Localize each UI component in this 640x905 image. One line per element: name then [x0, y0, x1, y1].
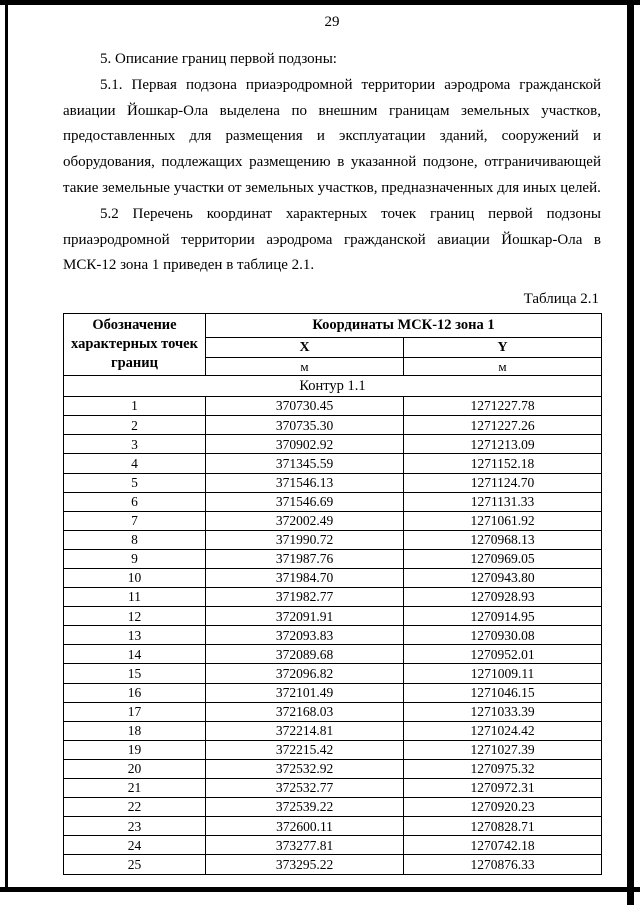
point-number: 21 — [64, 779, 206, 798]
y-value: 1271027.39 — [404, 740, 602, 759]
point-number: 7 — [64, 511, 206, 530]
page-number: 29 — [324, 14, 340, 30]
col-header-designation: Обозначение характерных точек границ — [64, 314, 206, 376]
y-value: 1271131.33 — [404, 492, 602, 511]
y-value: 1270968.13 — [404, 530, 602, 549]
x-value: 370730.45 — [206, 397, 404, 416]
x-value: 372600.11 — [206, 817, 404, 836]
page-border-top — [0, 0, 640, 5]
y-value: 1271033.39 — [404, 702, 602, 721]
point-number: 20 — [64, 759, 206, 778]
point-number: 17 — [64, 702, 206, 721]
page-content — [63, 10, 601, 875]
y-value: 1270930.08 — [404, 626, 602, 645]
col-header-coordinates: Координаты МСК-12 зона 1 — [206, 314, 602, 338]
y-value: 1270920.23 — [404, 798, 602, 817]
table-row — [64, 759, 602, 778]
table-row — [64, 607, 602, 626]
y-value: 1271227.26 — [404, 416, 602, 435]
contour-label: Контур 1.1 — [64, 376, 602, 397]
table-row — [64, 492, 602, 511]
y-value: 1271227.78 — [404, 397, 602, 416]
point-number: 25 — [64, 855, 206, 874]
point-number: 8 — [64, 530, 206, 549]
y-value: 1270914.95 — [404, 607, 602, 626]
point-number: 19 — [64, 740, 206, 759]
x-value: 372532.92 — [206, 759, 404, 778]
point-number: 2 — [64, 416, 206, 435]
table-row — [64, 416, 602, 435]
point-number: 4 — [64, 454, 206, 473]
table-row — [64, 511, 602, 530]
y-value: 1271061.92 — [404, 511, 602, 530]
contour-row — [64, 376, 602, 397]
table-row — [64, 721, 602, 740]
x-value: 372215.42 — [206, 740, 404, 759]
point-number: 9 — [64, 549, 206, 568]
x-value: 372532.77 — [206, 779, 404, 798]
x-value: 371987.76 — [206, 549, 404, 568]
x-value: 372089.68 — [206, 645, 404, 664]
point-number: 23 — [64, 817, 206, 836]
point-number: 5 — [64, 473, 206, 492]
x-value: 371546.13 — [206, 473, 404, 492]
y-value: 1270928.93 — [404, 588, 602, 607]
y-value: 1270969.05 — [404, 549, 602, 568]
coordinates-table — [63, 313, 602, 874]
table-row — [64, 817, 602, 836]
x-value: 373295.22 — [206, 855, 404, 874]
point-number: 6 — [64, 492, 206, 511]
x-value: 372539.22 — [206, 798, 404, 817]
x-value: 370902.92 — [206, 435, 404, 454]
point-number: 11 — [64, 588, 206, 607]
point-number: 18 — [64, 721, 206, 740]
table-row — [64, 397, 602, 416]
page-border-bottom — [0, 887, 640, 892]
y-value: 1270972.31 — [404, 779, 602, 798]
x-value: 372101.49 — [206, 683, 404, 702]
table-row — [64, 683, 602, 702]
point-number: 3 — [64, 435, 206, 454]
x-value: 372096.82 — [206, 664, 404, 683]
y-value: 1270876.33 — [404, 855, 602, 874]
table-row — [64, 588, 602, 607]
table-row — [64, 569, 602, 588]
x-value: 371345.59 — [206, 454, 404, 473]
x-value: 372002.49 — [206, 511, 404, 530]
table-row — [64, 530, 602, 549]
x-value: 371984.70 — [206, 569, 404, 588]
y-value: 1271152.18 — [404, 454, 602, 473]
table-row — [64, 798, 602, 817]
x-value: 372168.03 — [206, 702, 404, 721]
table-row — [64, 779, 602, 798]
col-header-y: Y — [404, 338, 602, 358]
table-header-row-1 — [64, 314, 602, 338]
paragraph-5-2: 5.2 Перечень координат характерных точек границ первой подзоны приаэродромной территории аэродрома гражданской авиации Йошкар-Ола в МСК-12 зона 1 приведен в таблице 2.1. — [63, 205, 601, 274]
point-number: 15 — [64, 664, 206, 683]
point-number: 12 — [64, 607, 206, 626]
y-value: 1270975.32 — [404, 759, 602, 778]
point-number: 16 — [64, 683, 206, 702]
x-value: 371546.69 — [206, 492, 404, 511]
y-value: 1270943.80 — [404, 569, 602, 588]
table-row — [64, 549, 602, 568]
table-row — [64, 626, 602, 645]
y-value: 1271009.11 — [404, 664, 602, 683]
table-row — [64, 740, 602, 759]
point-number: 10 — [64, 569, 206, 588]
table-row — [64, 435, 602, 454]
table-row — [64, 855, 602, 874]
col-unit-y: м — [404, 358, 602, 376]
page-border-left — [5, 0, 8, 892]
table-row — [64, 645, 602, 664]
y-value: 1270742.18 — [404, 836, 602, 855]
x-value: 372091.91 — [206, 607, 404, 626]
table-row — [64, 664, 602, 683]
table-row — [64, 473, 602, 492]
col-header-x: X — [206, 338, 404, 358]
point-number: 22 — [64, 798, 206, 817]
y-value: 1271024.42 — [404, 721, 602, 740]
x-value: 370735.30 — [206, 416, 404, 435]
paragraph-5-1: 5.1. Первая подзона приаэродромной территории аэродрома гражданской авиации Йошкар-Ола выделена по внешним границам земельных участков, предоставленных для размещения и эксплуатации зданий, сооружений и оборудования, подлежащих размещению в указанной подзоне, отграничивающей такие земельные участки от земельных участков, предназначенных для иных целей. — [63, 76, 601, 196]
point-number: 24 — [64, 836, 206, 855]
col-unit-x: м — [206, 358, 404, 376]
table-row — [64, 836, 602, 855]
y-value: 1271124.70 — [404, 473, 602, 492]
point-number: 14 — [64, 645, 206, 664]
table-body — [64, 397, 602, 874]
x-value: 371990.72 — [206, 530, 404, 549]
point-number: 13 — [64, 626, 206, 645]
paragraph-5: 5. Описание границ первой подзоны: — [100, 51, 337, 67]
page-border-right — [627, 0, 634, 905]
x-value: 372214.81 — [206, 721, 404, 740]
x-value: 371982.77 — [206, 588, 404, 607]
y-value: 1271046.15 — [404, 683, 602, 702]
point-number: 1 — [64, 397, 206, 416]
y-value: 1270828.71 — [404, 817, 602, 836]
x-value: 372093.83 — [206, 626, 404, 645]
y-value: 1270952.01 — [404, 645, 602, 664]
x-value: 373277.81 — [206, 836, 404, 855]
table-caption: Таблица 2.1 — [523, 291, 599, 308]
table-row — [64, 702, 602, 721]
y-value: 1271213.09 — [404, 435, 602, 454]
table-row — [64, 454, 602, 473]
